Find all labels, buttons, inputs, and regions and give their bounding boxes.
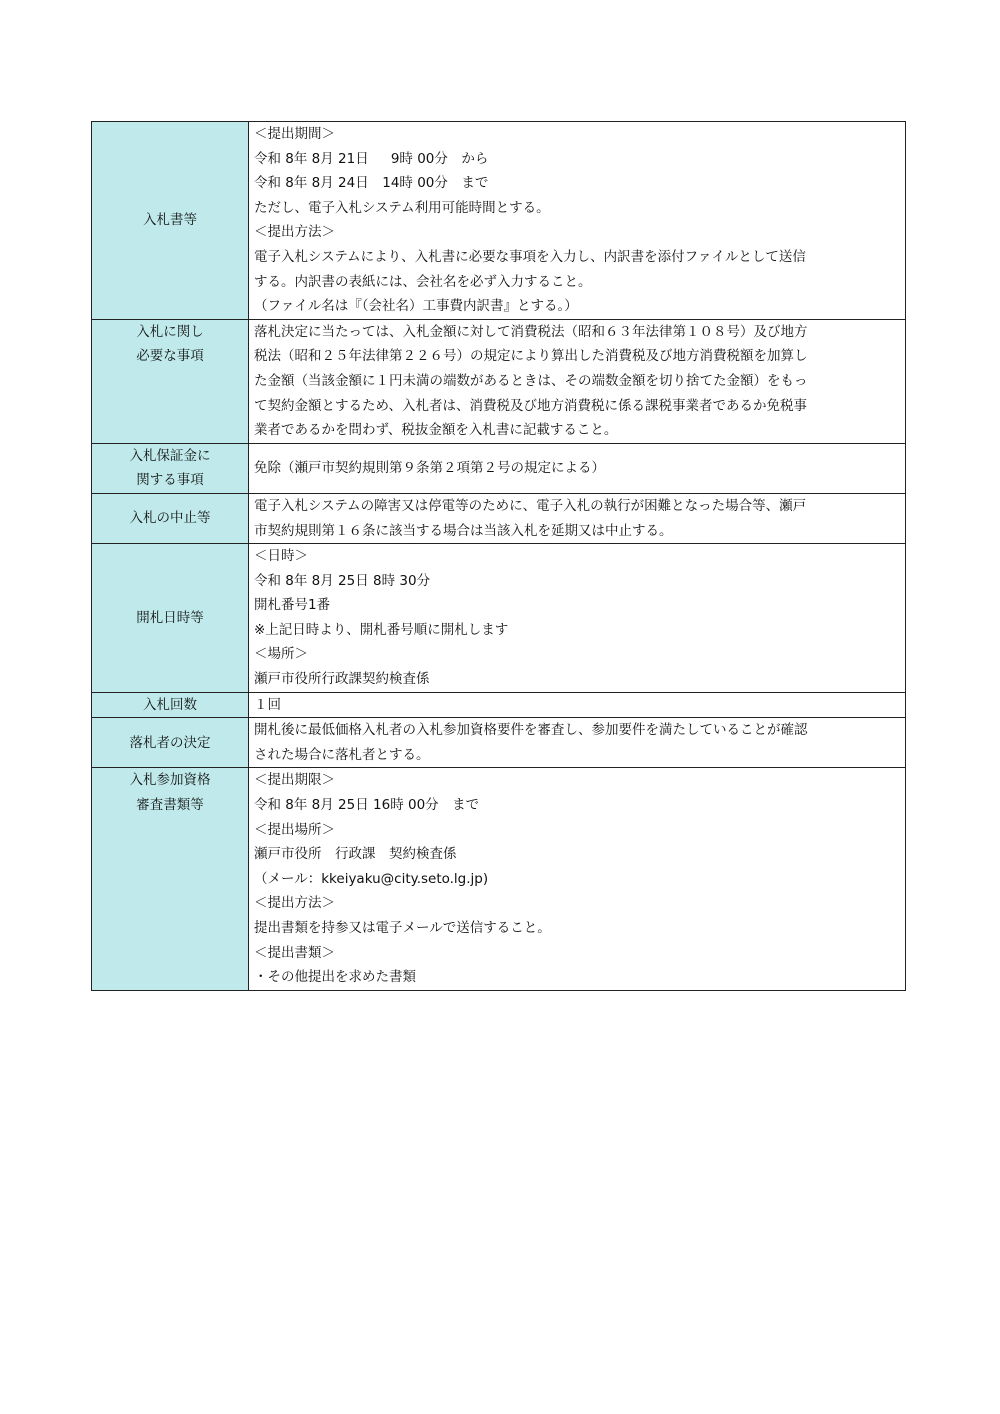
table-row bbox=[92, 544, 906, 693]
table-row bbox=[92, 718, 906, 768]
row-label-text: 必要な事項 bbox=[136, 348, 204, 365]
row-label-text: 入札の中止等 bbox=[129, 510, 211, 527]
table-row bbox=[92, 122, 906, 320]
content-line: ＜提出期間＞ bbox=[254, 126, 335, 142]
row-label-text: 入札書等 bbox=[143, 212, 197, 229]
row-label-bid-count bbox=[92, 692, 249, 718]
row-label-bid-suspension bbox=[92, 493, 249, 543]
content-line: 業者であるかを問わず、税抜金額を入札書に記載すること。 bbox=[254, 422, 618, 439]
content-line: された場合に落札者とする。 bbox=[254, 746, 430, 763]
content-line: 令和 8年 8月 21日 9時 00分 から bbox=[254, 150, 489, 167]
table-row bbox=[92, 768, 906, 990]
row-label-text: 入札参加資格 bbox=[129, 772, 211, 789]
content-line: た金額（当該金額に１円未満の端数があるときは、その端数金額を切り捨てた金額）をもっ bbox=[254, 372, 808, 389]
row-content-bid-documents bbox=[249, 122, 906, 320]
row-label-text: 落札者の決定 bbox=[129, 734, 211, 751]
row-content-bid-suspension bbox=[249, 493, 906, 543]
row-label-text: 入札保証金に bbox=[129, 447, 211, 464]
row-content-bid-deposit bbox=[249, 443, 906, 493]
content-line: 令和 8年 8月 24日 14時 00分 まで bbox=[254, 175, 489, 192]
content-line: （ファイル名は『（会社名）工事費内訳書』とする。） bbox=[254, 298, 578, 315]
content-line: ＜提出期限＞ bbox=[254, 772, 335, 789]
row-label-qualification-documents bbox=[92, 768, 249, 990]
row-label-bid-requirements bbox=[92, 319, 249, 443]
content-line: て契約金額とするため、入札者は、消費税及び地方消費税に係る課税事業者であるか免税事 bbox=[254, 397, 807, 414]
content-line: 市契約規則第１６条に該当する場合は当該入札を延期又は中止する。 bbox=[254, 522, 673, 539]
row-label-text: 入札回数 bbox=[143, 696, 197, 713]
content-line: する。内訳書の表紙には、会社名を必ず入力すること。 bbox=[254, 273, 592, 290]
row-content-qualification-documents bbox=[249, 768, 906, 990]
row-content-bid-requirements bbox=[249, 319, 906, 443]
content-line: １回 bbox=[254, 696, 281, 713]
content-line: 免除（瀬戸市契約規則第９条第２項第２号の規定による） bbox=[254, 460, 605, 477]
content-line: ＜提出場所＞ bbox=[254, 821, 335, 838]
table-row bbox=[92, 443, 906, 493]
table-row bbox=[92, 493, 906, 543]
content-line: 税法（昭和２５年法律第２２６号）の規定により算出した消費税及び地方消費税額を加算し bbox=[254, 348, 808, 365]
content-line: ＜日時＞ bbox=[254, 548, 308, 565]
content-line: 電子入札システムの障害又は停電等のために、電子入札の執行が困難となった場合等、瀬戸 bbox=[254, 497, 807, 514]
table-row bbox=[92, 319, 906, 443]
row-label-text: 入札に関し bbox=[136, 323, 204, 340]
row-label-winner-decision bbox=[92, 718, 249, 768]
content-line: ＜場所＞ bbox=[254, 646, 308, 663]
row-label-opening-datetime bbox=[92, 544, 249, 693]
row-label-text: 関する事項 bbox=[136, 472, 204, 489]
content-line: ＜提出書類＞ bbox=[254, 944, 335, 961]
content-line: 開札番号1番 bbox=[254, 597, 331, 614]
row-label-text: 審査書類等 bbox=[136, 797, 204, 814]
row-content-opening-datetime bbox=[249, 544, 906, 693]
content-line: ＜提出方法＞ bbox=[254, 895, 335, 912]
content-line: ※上記日時より、開札番号順に開札します bbox=[254, 621, 509, 638]
row-label-text: 開札日時等 bbox=[136, 609, 204, 626]
content-line: 瀬戸市役所行政課契約検査係 bbox=[254, 671, 430, 688]
content-line: 提出書類を持参又は電子メールで送信すること。 bbox=[254, 920, 551, 936]
row-content-bid-count bbox=[249, 692, 906, 718]
content-line: ＜提出方法＞ bbox=[254, 224, 335, 241]
row-label-bid-documents bbox=[92, 122, 249, 320]
bid-conditions-table bbox=[91, 121, 906, 991]
row-content-winner-decision bbox=[249, 718, 906, 768]
content-line: 電子入札システムにより、入札書に必要な事項を入力し、内訳書を添付ファイルとして送信 bbox=[254, 248, 806, 265]
content-line: 瀬戸市役所 行政課 契約検査係 bbox=[254, 846, 457, 863]
table-row bbox=[92, 692, 906, 718]
content-line: 開札後に最低価格入札者の入札参加資格要件を審査し、参加要件を満たしていることが確認 bbox=[254, 722, 808, 739]
content-line: ・その他提出を求めた書類 bbox=[254, 969, 416, 986]
row-label-bid-deposit bbox=[92, 443, 249, 493]
content-line: 落札決定に当たっては、入札金額に対して消費税法（昭和６３年法律第１０８号）及び地方 bbox=[254, 323, 808, 340]
content-line: （メール：kkeiyaku@city.seto.lg.jp) bbox=[254, 870, 489, 887]
content-line: 令和 8年 8月 25日 8時 30分 bbox=[254, 572, 431, 589]
content-line: 令和 8年 8月 25日 16時 00分 まで bbox=[254, 797, 480, 814]
content-line: ただし、電子入札システム利用可能時間とする。 bbox=[254, 199, 550, 216]
